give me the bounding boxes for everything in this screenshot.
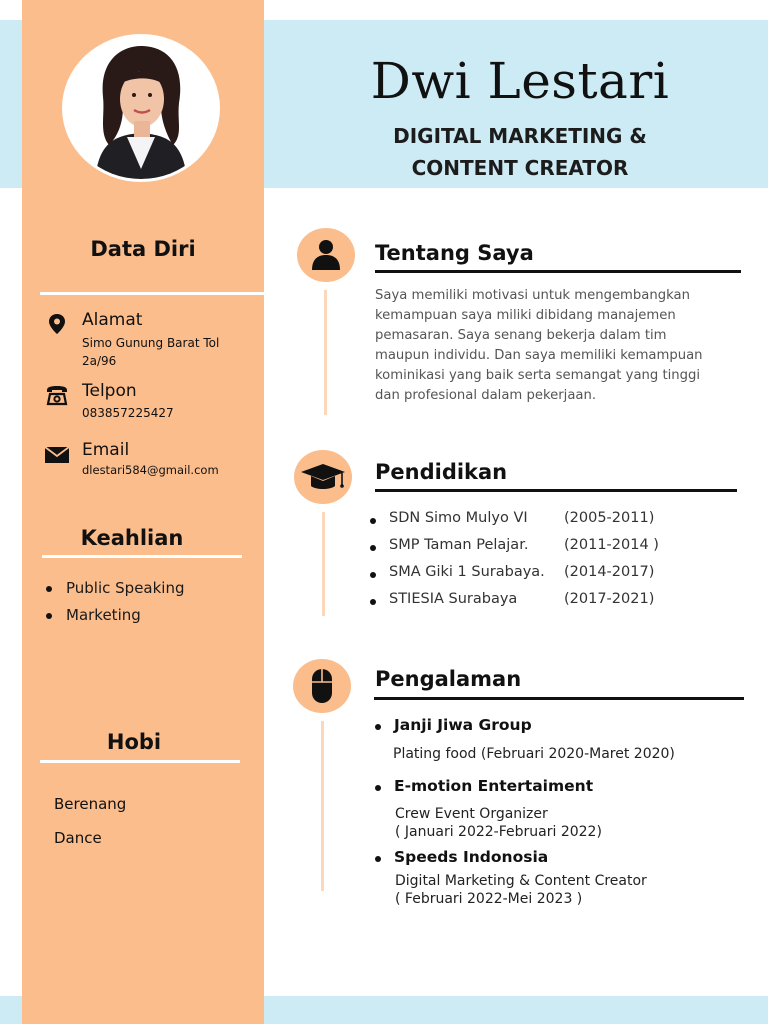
email-value: dlestari584@gmail.com xyxy=(82,463,219,477)
education-years: (2014-2017) xyxy=(564,564,655,580)
resume-name: Dwi Lestari xyxy=(370,52,670,110)
location-pin-icon xyxy=(44,312,70,336)
address-value: Simo Gunung Barat Tol 2a/96 xyxy=(82,336,220,368)
role-line-1: DIGITAL MARKETING & xyxy=(393,124,647,148)
phone-value: 083857225427 xyxy=(82,406,174,420)
experience-company: E-motion Entertaiment xyxy=(375,777,593,795)
data-diri-divider xyxy=(40,292,264,295)
list-item: Public Speaking xyxy=(44,575,185,602)
envelope-icon xyxy=(44,443,70,467)
tentang-underline xyxy=(375,270,741,273)
education-years: (2005-2011) xyxy=(564,510,655,526)
graduation-cap-icon xyxy=(294,450,352,504)
education-school: STIESIA Surabaya xyxy=(389,591,518,607)
pendidikan-underline xyxy=(375,489,737,492)
email-label: Email xyxy=(82,440,130,460)
experience-company: Speeds Indonosia xyxy=(375,848,548,866)
education-school: SDN Simo Mulyo VI xyxy=(389,510,528,526)
education-years: (2011-2014 ) xyxy=(564,537,659,553)
skills-list xyxy=(44,575,185,629)
experience-detail: Plating food (Februari 2020-Maret 2020) xyxy=(393,746,675,762)
pengalaman-underline xyxy=(374,697,744,700)
tentang-heading: Tentang Saya xyxy=(375,241,534,265)
hobi-divider xyxy=(40,760,240,763)
profile-photo xyxy=(62,34,220,182)
education-school: SMP Taman Pelajar. xyxy=(389,537,529,553)
hobby-item: Dance xyxy=(54,829,102,847)
pendidikan-heading: Pendidikan xyxy=(375,460,508,484)
list-item: Marketing xyxy=(44,602,185,629)
role-line-2: CONTENT CREATOR xyxy=(411,156,629,180)
experience-detail: Crew Event Organizer ( Januari 2022-Februari 2022) xyxy=(395,806,602,840)
person-icon xyxy=(297,228,355,282)
hobby-item: Berenang xyxy=(54,795,127,813)
profile-portrait-image xyxy=(65,37,217,179)
education-years: (2017-2021) xyxy=(564,591,655,607)
resume-role xyxy=(272,120,768,184)
keahlian-heading: Keahlian xyxy=(80,526,184,550)
phone-icon xyxy=(44,383,70,407)
keahlian-divider xyxy=(42,555,242,558)
phone-label: Telpon xyxy=(82,381,137,401)
timeline-line xyxy=(321,721,324,891)
experience-company: Janji Jiwa Group xyxy=(375,716,532,734)
about-text: Saya memiliki motivasi untuk mengembangkan kemampuan saya miliki dibidang manajemen pemasaran. Saya senang bekerja dalam tim maupun individu. Dan saya memiliki kemampuan kominikasi yang baik serta semangat yang tinggi dan profesional dalam pekerjaan. xyxy=(375,288,703,403)
computer-mouse-icon xyxy=(293,659,351,713)
experience-detail: Digital Marketing & Content Creator ( Februari 2022-Mei 2023 ) xyxy=(395,873,647,907)
education-school: SMA Giki 1 Surabaya. xyxy=(389,564,545,580)
data-diri-heading: Data Diri xyxy=(90,237,196,261)
pengalaman-heading: Pengalaman xyxy=(375,667,522,691)
address-label: Alamat xyxy=(82,310,143,330)
timeline-line xyxy=(324,290,327,415)
hobi-heading: Hobi xyxy=(106,730,162,754)
timeline-line xyxy=(322,512,325,616)
